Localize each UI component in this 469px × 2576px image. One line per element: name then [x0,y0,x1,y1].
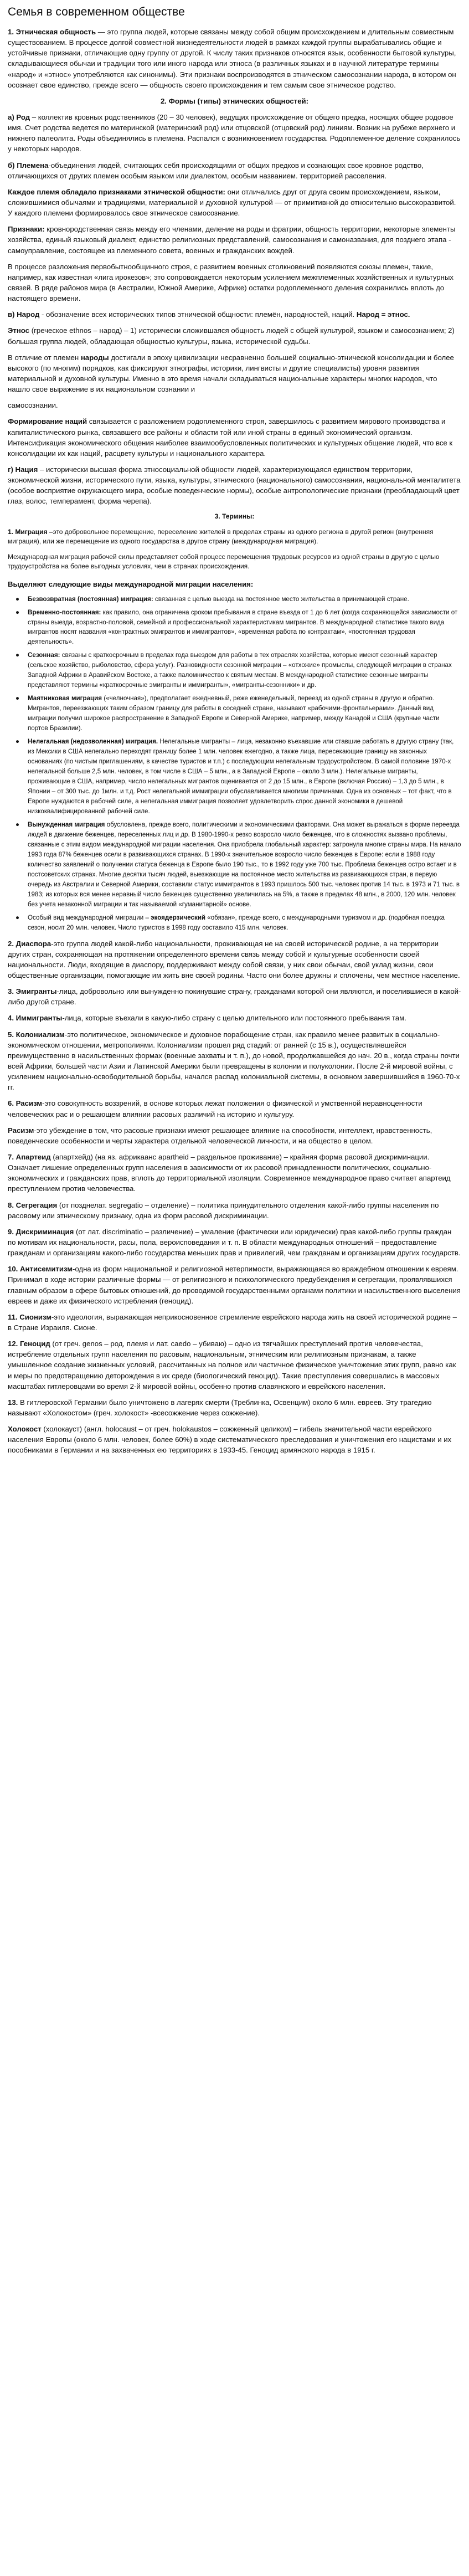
paragraph-plemena: б) Племена-объединения людей, считающих себя происходящими от общих предков и сознающих свое кровное родство, отличающихся от других племен особым языком или диалектом, особым названием. территорией расселения. [8,161,424,180]
list-item: ● Нелегальная (недозволенная) миграция. Нелегальные мигранты – лица, незаконно въехавшие или ставшие работать в другую страну (так, из Мексики в США нелегально переходят границу более 1 млн. человек ежегодно, а также лица, пересекающие границу на законных основаниях (по чистым приглашениям, в качестве туристов и т.п.) с последующим нелегальным трудоустройством. В самой половине 1970-х нелегальной больше 2,5 млн. человек, в том числе в США – 5 млн., а в Западной Европе – около 3 млн.). Нелегальные мигранты, проживающие в США, например, число нелегальных мигрантов оценивается от 2 до 15 млн., в Европе (включая Россию) – 1,3 до 5 млн., в Японии – от 300 тыс. до 1млн. и т.д. Рост нелегальной иммиграции обуславливается многими причинами. Одна из основных – тот факт, что в Европе нуждаются в рабочей силе, а нелегальная иммиграция позволяет удовлетворить спрос данной экономики в дешевой низкоквалифицированной рабочей силе. [16,738,454,815]
list-item: Холокост (холокауст) (англ. holocaust – от греч. holokaustos – сожженный целиком) – гибель значительной части еврейского населения Европы (около 6 млн. человек, более 60%) в ходе систематического преследования и уничтожения его нацистами и их пособниками в Германии и на захваченных ею территориях в 1933-45. Геноцид армянского народа в 1915 г. [8,1425,452,1455]
terms-heading: 3. Термины: [214,512,255,521]
list-item: 11. Сионизм-это идеология, выражающая неприкосновенное стремление еврейского народа жить на своей исторической родине – в Стране Израиля. Сионе. [8,1312,457,1332]
term-etnos: Этнос [8,326,30,335]
paragraph-nation: г) Нация – исторически высшая форма этносоциальной общности людей, характеризующаяся единством территории, экономической жизни, исторического пути, языка, культуры, этнического (национального) самосознания, национальной менталитета (особое восприятие окружающего мира, особые поведенческие нормы), особые антропологические признаки (преобладающий цвет глаз, волос, темперамент, форма черепа). [8,465,461,506]
migration-types-list [8,594,461,933]
paragraph-features: Признаки: кровнородственная связь между его членами, деление на роды и фратрии, общность территории, некоторые элементы хозяйства, единый языковый диалект, единство религиозных представлений, самосознания и самоназвания, для позднего этапа - самоуправление, состоящее из племенного совета, военных и гражданских вождей. [8,225,456,255]
term-narod: в) Народ [8,310,40,319]
list-item: 6. Расизм-это совокупность воззрений, в основе которых лежат положения о физической и умственной неравноценности человеческих рас и о решающем влиянии расовых различий на историю и культуру. [8,1099,422,1118]
paragraph-text: — это группа людей, которые связаны между собой общим происхождением и длительным совместным существованием. В процессе долгой совместной жизнедеятельности людей в рамках каждой группы вырабатывались общие и устойчивые признаки, отличающие одну группу от другой. К числу таких признаков относятся язык, особенности бытовой культуры, складывающиеся обычаи и традиции того или иного народа или этноса (в различных языках и в научной литературе термины «народ» и «этнос» употребляются как синонимы). Эти признаки воспроизводятся в этническом самосознании народа, в котором он осознает свое единство, прежде всего — общность своего происхождения и тем самым свое этническое родство. [8,28,456,89]
term-zionism: Сионизм [19,1312,52,1321]
paragraph-nation-formation: Формирование наций связывается с разложением родоплеменного строя, завершилось с развитием мирового производства и капиталистического рынка, связавшего все районы и области той или иной страны в единый экономический организм. Интенсификация экономического общения наиболее взаимообусловленных политических и культурных общение людей, что все к консолидации их как наций, расцвету культуры и национального характера. [8,417,453,458]
term-tribe-features: Каждое племя обладало признаками этнической общности: [8,187,225,196]
list-item: 2. Диаспора-это группа людей какой-либо национальности, проживающая не на своей исторической родине, а на территории других стран, сохраняющая на протяжении определенного времени связь между собой и культурные особенности своей национальности. Люди, входящие в диаспору, поддерживают между собой связи, у них свои обычаи, свой уклад жизни, свои общественные организации, помогающие им жить вне своей родины. Часто они более дружны и сплочены, чем местное население. [8,939,460,979]
term-narody: народы [80,353,109,362]
term-racism-2: Расизм [8,1126,34,1135]
term-holocaust: Холокост [8,1425,42,1434]
paragraph-process: В процессе разложения первобытнообщинного строя, с развитием военных столкновений появляются союзы племен, такие, например, как известная «лига ирокезов»; это сопровождается некоторым усилением межплеменных хозяйственных и культурных связей. В ряде районов мира (в Австралии, Южной Америке, Африке) остатки родоплеменного деления сохранились вплоть до настоящего времени. [8,262,453,303]
paragraph-samosoznanie: самосознании. [8,401,58,410]
paragraph-nations-origin: В отличие от племен народы достигали в эпоху цивилизации несравненно большей социально-этнической консолидации и более высокого (по многим) порядков, как фиксируют этнографы, историки, лингвисты и другие специалисты) уровня развития материальной и духовной культуры. Именно в это время начали складываться национальные характеры многих народов, что нашло свое выражение в их национальном сознании и [8,353,454,394]
term-emigrants: Эмигранты [16,987,57,996]
paragraph-ethnic-community [8,27,461,90]
section-heading-forms: 2. Формы (типы) этнических общностей: [160,96,309,105]
paragraph-narod: в) Народ - обозначение всех исторических типов этнической общности: племён, народностей, наций. Народ = этнос. [8,310,410,319]
list-item: 9. Дискриминация (от лат. discriminatio – различение) – умаление (фактически или юридически) прав какой-либо группы граждан по мотивам их национальности, расы, пола, вероисповедания и т. п. В области международных отношений – предоставление гражданам и организациям какого-либо государства меньших прав и привилегий, чем гражданам и организациям других государств. [8,1227,461,1258]
list-item: Расизм-это убеждение в том, что расовые признаки имеют решающее влияние на способности, интеллект, нравственность, поведенческие особенности и черты характера отдельной человеческой личности, и на общество в целом. [8,1126,432,1145]
terms-list [8,938,461,1456]
bullet-icon: ● [16,651,20,659]
term-apartheid: Апартеид [16,1152,51,1161]
term-plemena: б) Племена [8,161,49,170]
term-genocide: Геноцид [20,1340,50,1348]
migration-types-heading: Выделяют следующие виды международной миграции населения: [8,580,254,589]
list-item: 10. Антисемитизм-одна из форм национальной и религиозной нетерпимости, выражающаяся во враждебном отношении к евреям. Принимал в ходе истории различные формы — от религиозного и психологического предубеждения и сегрегации, проявлявшихся главным образом в сфере бытовых отношений, до проводимой государственными органами политики и насильственного выселения евреев и даже их физического истребления (геноцид). [8,1265,461,1305]
term-rod: а) Род [8,112,30,121]
term-racism: Расизм [16,1099,43,1108]
list-item: 7. Апартеид (апартхейд) (на яз. африкаанс apartheid – раздельное проживание) – крайняя форма расовой дискриминации. Означает лишение определенных групп населения в зависимости от их расовой принадлежности политических, социально-экономических и гражданских прав, вплоть до территориальной изоляции. Современное международное право считает апартеид преступлением против человечества. [8,1152,451,1193]
bullet-icon: ● [16,595,20,603]
list-item: ● Безвозвратная (постоянная) миграция: связанная с целью выезда на постоянное место жительства в принимающей стране. [28,594,461,604]
list-item: ● Особый вид международной миграции – экоядерзический «обязан», прежде всего, с международными туризмом и др. (подобная поездка сезон, носит 20 млн. человек. Число туристов в 1998 году составило 415 млн. человек. [16,914,445,931]
term-migration: 1. Миграция –это добровольное перемещение, переселение жителей в пределах страны из одного региона в другой регион (внутренняя миграция), или же перемещение из одного государства в другое страну (международная миграция). [8,527,434,546]
term-colonialism: Колониализм [16,1030,65,1039]
term-diaspora: Диаспора [16,939,51,948]
bullet-icon: ● [16,914,20,921]
term-discrimination: Дискриминация [16,1227,74,1236]
term-antisemitism: Антисемитизм [20,1265,73,1274]
bullet-icon: ● [16,608,20,616]
list-item: 8. Сегрегация (от позднелат. segregatio – отделение) – политика принудительного отделения какой-либо группы населения по расовому или этническому признаку, одна из форм расовой дискриминации. [8,1200,439,1220]
list-item: 5. Колониализм-это политическое, экономическое и духовное порабощение стран, как правило менее развитых в социально-экономическом отношении, метрополиями. Колониализм прошел ряд стадий: от ранней (с 15 в.), осуществлявшейся преимущественно в насильственных формах (военные захваты и т. п.), до новой, продолжавшейся до нач. 20 в., когда страны почти всей Африки, большей части Азии и Латинской Америки были превращены в колонии и полуколонии. После 2-й мировой войны, с усилением национально-освободительной борьбы, начался распад колониальной системы, в основном завершившийся в 1960-70-х гг. [8,1030,460,1092]
paragraph-num: 1. [8,28,16,36]
paragraph-tribe-features-intro: Каждое племя обладало признаками этнической общности: они отличались друг от друга своим происхождением, языком, сложившимися обычаями и традициями, материальной и духовной культурой — от примитивной до относительно высокоразвитой. У каждого племени формировалось свое этническое самосознание. [8,187,456,218]
term-migration-title: 1. Миграция [8,527,48,536]
list-item: 4. Иммигранты-лица, которые въехали в какую-либо страну с целью длительного или постоянного пребывания там. [8,1014,406,1023]
list-item: ● Сезонная: связаны с краткосрочным в пределах года выездом для работы в тех отраслях хозяйства, которые имеют сезонный характер (сельское хозяйство, рыболовство, сфера услуг). Разновидности сезонной миграции – «отхожие» промыслы, следующей миграции в странах Западной Африки в Аравийском Востоке, а также паломничество к святым местам. В международной статистике сезонные мигранты представляют термины «краткосрочные эмигранты и иммигранты», «мигранты-сезонники» и др. [16,651,452,689]
list-item: 3. Эмигранты-лица, добровольно или вынужденно покинувшие страну, гражданами которой они являются, и поселившиеся в какой-либо другой стране. [8,987,461,1007]
page-title: Семья в современном обществе [8,6,185,18]
term-nation: г) Нация [8,465,38,474]
bullet-icon: ● [16,738,20,746]
bullet-icon: ● [16,820,20,828]
term-ethnic-community: Этническая общность [16,28,96,36]
paragraph-etnos: Этнос (греческое ethnos – народ) – 1) исторически сложившаяся общность людей с общей культурой, языком и самосознанием; 2) большая группа людей, обладающая общностью культуры, языка, исторической судьбы. [8,326,455,346]
terms-section [8,512,461,571]
paragraph-rod: а) Род – коллектив кровных родственников (20 – 30 человек), ведущих происхождение от общего предка, носящих общее родовое имя. Счет родства ведется по материнской (материнский род) или отцовской (отцовский род) линиям. Возник на рубеже верхнего и нижнего палеолита. Роды объединялись в племена. Распался с возникновением государства. Родоплеменное деление сохранилось у некоторых народов. [8,112,461,153]
bullet-icon: ● [16,695,20,702]
term-nation-formation: Формирование наций [8,417,87,426]
term-segregation: Сегрегация [16,1200,58,1209]
term-immigrants: Иммигранты [16,1014,63,1023]
term-features: Признаки: [8,225,45,234]
term-narod-etnos: Народ = этнос. [356,310,410,319]
list-item: 12. Геноцид (от греч. genos – род, племя и лат. caedo – убиваю) – одно из тягчайших преступлений против человечества, истребление отдельных групп населения по расовым, национальным, этническим или религиозным признакам, а также умышленное создание жизненных условий, рассчитанных на полное или частичное физическое уничтожение этих групп, равно как и меры по предотвращению деторождения в их среде (биологический геноцид). Такие преступления совершались в массовых масштабах гитлеровцами во время 2-й мировой войны, особенно против славянского и еврейского населения. [8,1340,456,1390]
list-item: ● Вынужденная миграция обусловлена, прежде всего, политическими и экономическими факторами. Она может выражаться в форме переезда людей в движение беженцев, переселенных лиц и др. В 1980-1990-х резко возросло число беженцев, что в сложностях вызвано проблемы, связанные с этим видом международной миграции населения. Она приобрела глобальный характер: затронула многие страны мира. На начало 1993 года 87% беженцев осели в развивающихся странах. В 1990-х значительное возросло число беженцев в Европе: если в 1988 году количество заявлений о получении статуса беженца в Европе было 190 тыс., то в 1992 году уже 700 тыс. Проблема беженцев остро встает и в постсоветских странах. Многие десятки тысяч людей, выезжающие на постоянное место жительства из развивающихся стран, в первую очередь из Австралии и Северной Америки, составили статус иммигрантов в 1993 пришлось 500 тыс. человек против 14 тыс. в 1973 и 71 тыс. в 1983; из которых вся менее неравный число беженцев существенно увеличилась на 5%, а также в пределах 48 млн., в 2000, 120 млн. человек без учета незаконной миграции и так называемой «гуманитарной» основе. [16,820,461,908]
list-item: 13. В гитлеровской Германии было уничтожено в лагерях смерти (Треблинка, Освенцим) около 6 млн. евреев. Эту трагедию называют «Холокостом» (греч. холокост» -всесожжение через сожжение). [8,1398,432,1417]
list-item: ● Временно-постоянная: как правило, она ограничена сроком пребывания в стране въезда от 1 до 6 лет (когда сохраняющейся зависимости от страны выезда, возрастно-половой, семейной и профессиональной характеристикам мигрантов. В международной статистике такого вида мигрантов носят названия «контрактных эмигрантов и иммигрантов», «временная работа по контрактам», «постоянная трудовая деятельность». [16,608,458,646]
list-item: ● Маятниковая миграция («челночная»), предполагает ежедневный, реже еженедельный, переезд из одной страны в другую и обратно. Мигрантов, переезжающих таким образом границу для работы в соседней стране, называют «рабочими-фронтальерами». Данный вид миграции получил широкое распространение в Западной Европе и Северной Америке, например, между Канадой и США (крупные части портов Бразилии). [16,695,440,732]
term-migration-labor: Международная миграция рабочей силы представляет собой процесс перемещения трудовых ресурсов из одной страны в другую с целью трудоустройства на более выгодных условиях, чем в странах происхождения. [8,552,440,571]
